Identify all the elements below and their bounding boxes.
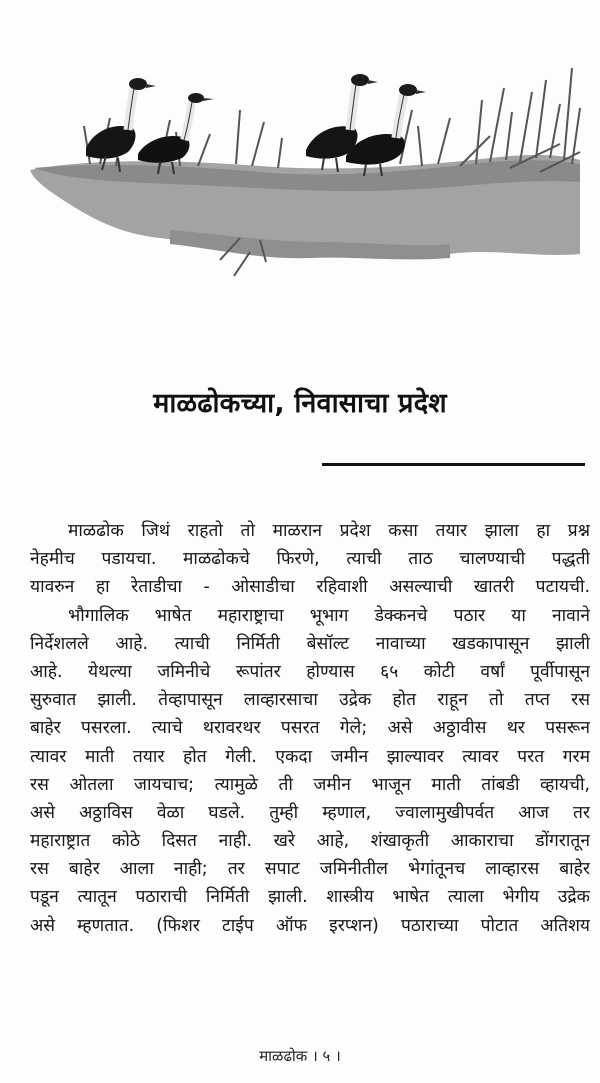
paragraph-line: बाहेर पसरला. त्याचे थरावरथर पसरत गेले; असे अठ्ठावीस थर पसरून	[30, 718, 590, 739]
paragraph-line: भौगालिक भाषेत महाराष्ट्राचा भूभाग डेक्कनचे पठार या नावाने	[68, 605, 590, 626]
title-underline-rule	[322, 463, 585, 466]
chapter-body-text	[30, 517, 590, 940]
great-indian-bustard-illustration	[20, 48, 585, 283]
paragraph-line: त्यावर माती तयार होत गेली. एकदा जमीन झाल्यावर त्यावर परत गरम	[30, 746, 590, 767]
paragraph-line: असे म्हणतात. (फिशर टाईप ऑफ इरप्शन) पठाराच्या पोटात अतिशय	[30, 915, 590, 936]
paragraph-line: पडून त्यातून पठाराची निर्मिती झाली. शास्त्रीय भाषेत त्याला भेगीय उद्रेक	[30, 887, 590, 908]
paragraph-line: यावरुन हा रेताडीचा - ओसाडीचा रहिवाशी असल्याची खातरी पटायची.	[30, 577, 590, 598]
paragraph-line: आहे. येथल्या जमिनीचे रूपांतर होण्यास ६५ कोटी वर्षां पूर्वीपासून	[30, 661, 590, 682]
paragraph-line: सुरुवात झाली. तेव्हापासून लाव्हारसाचा उद्रेक होत राहून तो तप्त रस	[30, 690, 590, 711]
paragraph-line: नेहमीच पडायचा. माळढोकचे फिरणे, त्याची ताठ चालण्याची पद्धती	[30, 549, 590, 570]
paragraph-line: निर्देशलले आहे. त्याची निर्मिती बेसॉल्ट नावाच्या खडकापासून झाली	[30, 633, 590, 654]
paragraph-line: महाराष्ट्रात कोठे दिसत नाही. खरे आहे, शंखाकृती आकाराचा डोंगरातून	[30, 831, 590, 852]
paragraph-line: माळढोक जिथं राहतो तो माळरान प्रदेश कसा तयार झाला हा प्रश्न	[68, 521, 590, 541]
chapter-title: माळढोकच्या, निवासाचा प्रदेश	[153, 388, 447, 420]
page-footer: माळढोक । ५ ।	[259, 1047, 341, 1065]
paragraph-line: रस ओतला जायचाच; त्यामुळे ती जमीन भाजून माती तांबडी व्हायची,	[30, 774, 590, 795]
paragraph-line: रस बाहेर आला नाही; तर सपाट जमिनीतील भेगांतूनच लाव्हारस बाहेर	[30, 859, 590, 880]
paragraph-line: असे अठ्ठाविस वेळा घडले. तुम्ही म्हणाल, ज्वालामुखीपर्वत आज तर	[30, 802, 590, 823]
